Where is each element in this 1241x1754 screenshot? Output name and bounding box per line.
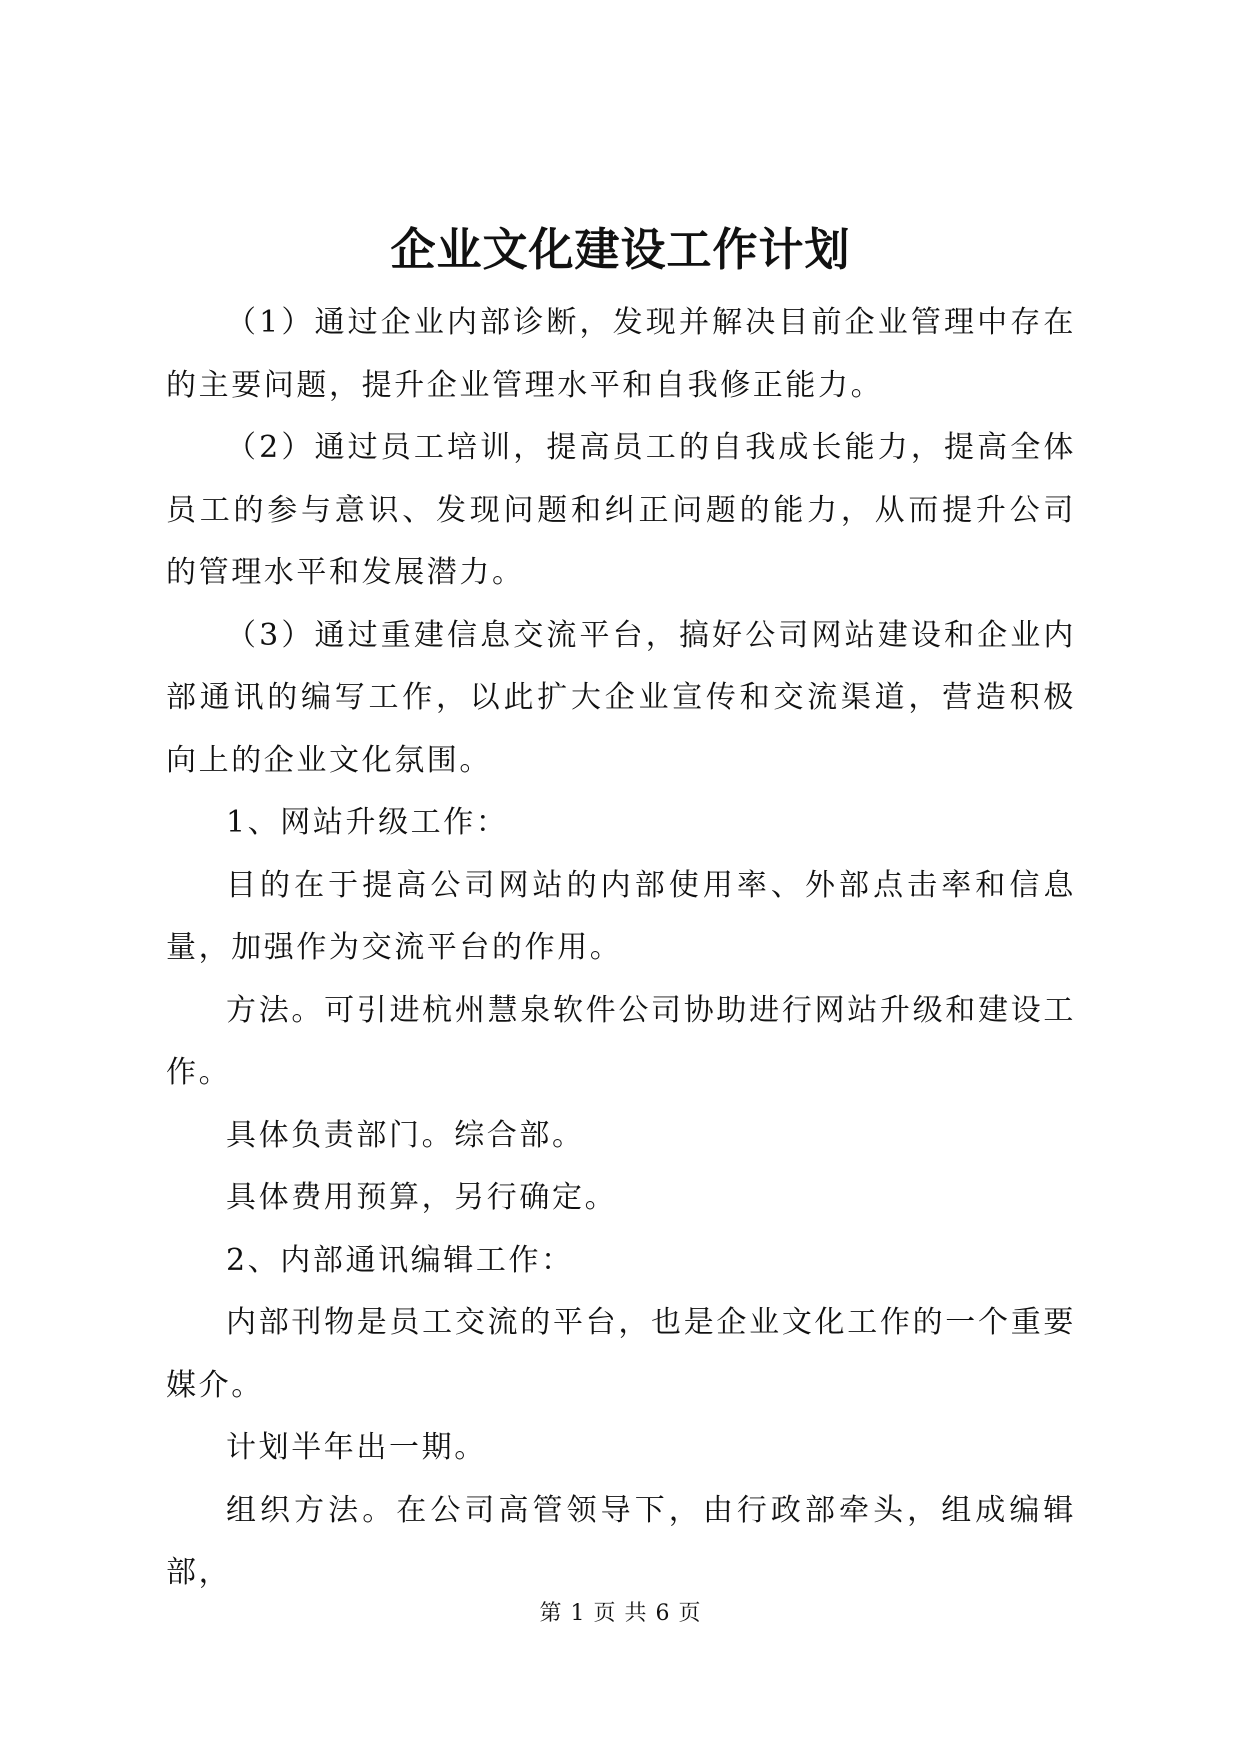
paragraph: （2）通过员工培训，提高员工的自我成长能力，提高全体员工的参与意识、发现问题和纠正问题的能力，从而提升公司的管理水平和发展潜力。 — [166, 430, 1076, 590]
paragraph: 方法。可引进杭州慧泉软件公司协助进行网站升级和建设工作。 — [166, 992, 1076, 1090]
section-heading: 1、网站升级工作： — [226, 805, 509, 840]
document-title: 企业文化建设工作计划 — [390, 223, 851, 276]
paragraph: 具体负责部门。综合部。 — [226, 1117, 585, 1153]
paragraph: 计划半年出一期。 — [226, 1430, 487, 1465]
paragraph: （1）通过企业内部诊断，发现并解决目前企业管理中存在的主要问题，提升企业管理水平和自我修正能力。 — [166, 305, 1076, 403]
page-number-footer: 第 1 页 共 6 页 — [539, 1601, 702, 1626]
document-body — [166, 292, 1076, 1605]
paragraph: 目的在于提高公司网站的内部使用率、外部点击率和信息量，加强作为交流平台的作用。 — [166, 867, 1076, 965]
paragraph: 具体费用预算，另行确定。 — [226, 1180, 618, 1215]
paragraph: （3）通过重建信息交流平台，搞好公司网站建设和企业内部通讯的编写工作，以此扩大企业宣传和交流渠道，营造积极向上的企业文化氛围。 — [166, 617, 1076, 778]
paragraph: 组织方法。在公司高管领导下，由行政部牵头，组成编辑部， — [166, 1492, 1076, 1590]
section-heading: 2、内部通讯编辑工作： — [226, 1242, 574, 1278]
paragraph: 内部刊物是员工交流的平台，也是企业文化工作的一个重要媒介。 — [166, 1305, 1076, 1403]
